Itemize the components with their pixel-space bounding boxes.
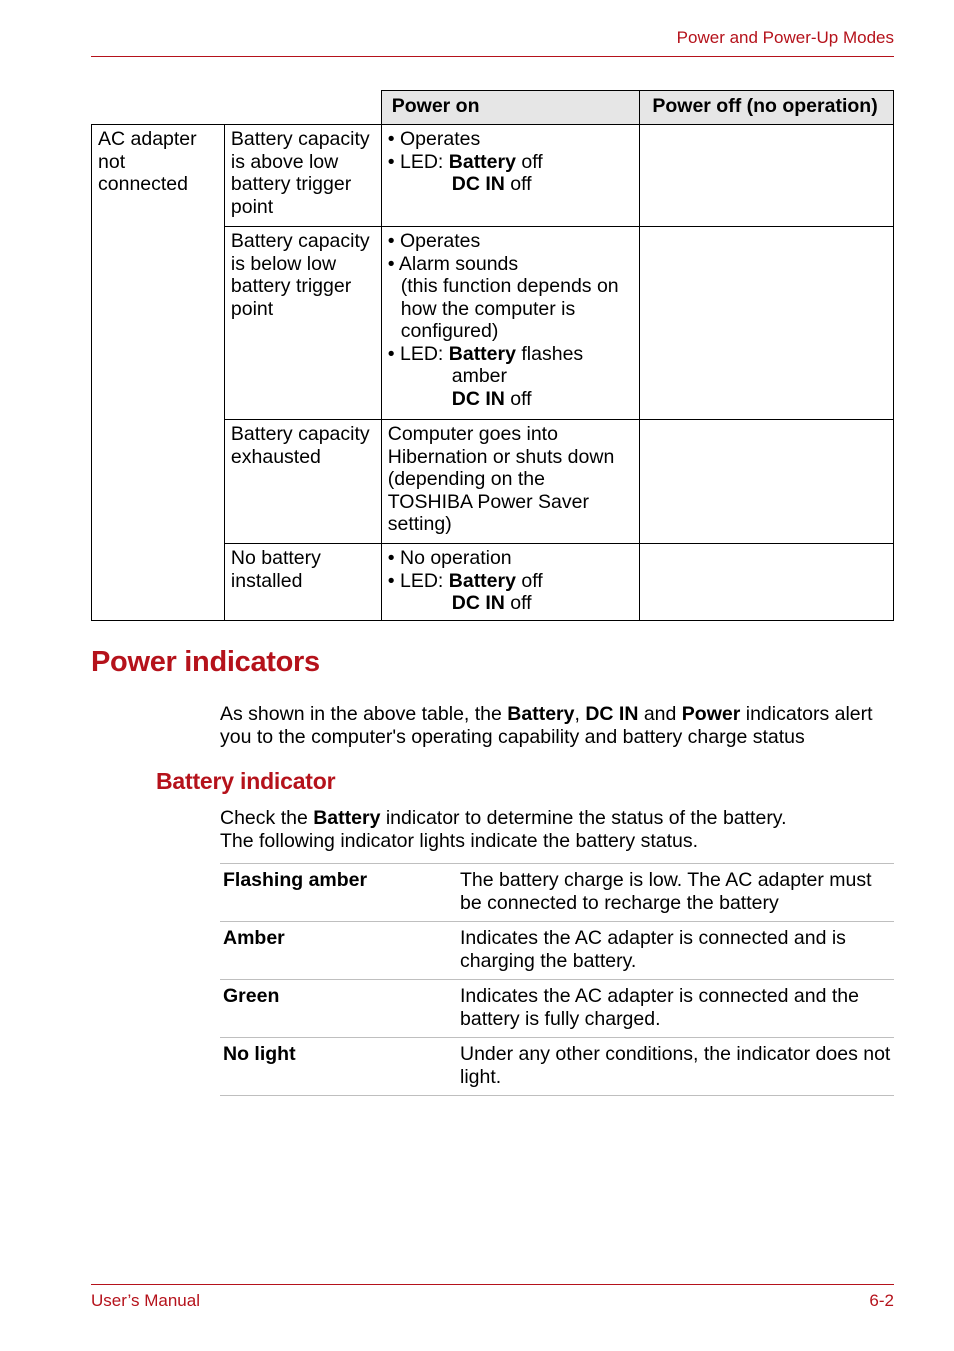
power-on-line: • No operation bbox=[387, 547, 512, 569]
power-off-cell bbox=[640, 544, 894, 621]
footer-manual-title: User’s Manual bbox=[91, 1291, 200, 1310]
table-row bbox=[220, 922, 894, 980]
header-rule bbox=[91, 56, 894, 57]
power-on-cell bbox=[381, 227, 640, 420]
power-on-line: • Operates bbox=[387, 230, 481, 252]
indicator-description: Indicates the AC adapter is connected and the battery is fully charged. bbox=[460, 985, 859, 1030]
condition-cell: Battery capacity exhausted bbox=[224, 420, 381, 544]
header-blank-cell bbox=[92, 91, 382, 125]
running-header: Power and Power-Up Modes bbox=[676, 28, 894, 47]
intro-paragraph: As shown in the above table, the Battery, DC IN and Power indicators alert you to the computer's operating capability and battery charge status bbox=[220, 703, 873, 748]
power-on-line: • LED: Battery flashes bbox=[387, 342, 584, 365]
page-number: 6-2 bbox=[869, 1291, 894, 1310]
power-on-line: DC IN off bbox=[451, 387, 532, 410]
paragraph-line: Check the Battery indicator to determine the status of the battery. bbox=[220, 807, 787, 829]
battery-indicator-table bbox=[220, 863, 894, 1096]
indicator-state: Amber bbox=[223, 927, 285, 949]
condition-cell: Battery capacity is below low battery trigger point bbox=[224, 227, 381, 420]
power-on-line: • LED: Battery off bbox=[387, 569, 543, 592]
indicator-state: Flashing amber bbox=[223, 869, 368, 891]
power-off-cell bbox=[640, 227, 894, 420]
column-header-power-off: Power off (no operation) bbox=[640, 91, 894, 125]
column-header-power-on: Power on bbox=[381, 91, 640, 125]
indicator-state: Green bbox=[223, 985, 280, 1007]
footer-rule bbox=[91, 1284, 894, 1285]
indicator-description: The battery charge is low. The AC adapter must be connected to recharge the battery bbox=[460, 869, 872, 914]
power-on-cell bbox=[381, 125, 640, 227]
indicator-description: Under any other conditions, the indicator does not light. bbox=[460, 1043, 891, 1088]
power-on-line: DC IN off bbox=[451, 173, 532, 195]
section-title: Power indicators bbox=[91, 646, 320, 678]
group-label-cell: AC adapter not connected bbox=[92, 125, 225, 621]
indicator-description: Indicates the AC adapter is connected and is charging the battery. bbox=[460, 927, 846, 972]
condition-cell: No battery installed bbox=[224, 544, 381, 621]
battery-indicator-paragraph bbox=[220, 807, 900, 853]
table-row bbox=[220, 864, 894, 922]
paragraph-line: The following indicator lights indicate the battery status. bbox=[220, 830, 699, 852]
power-on-line: DC IN off bbox=[451, 592, 532, 614]
power-modes-table bbox=[91, 90, 894, 621]
power-on-line: • Alarm sounds bbox=[387, 252, 519, 275]
table-row bbox=[92, 125, 894, 227]
power-off-cell bbox=[640, 420, 894, 544]
power-on-line: amber bbox=[451, 365, 508, 387]
table-row bbox=[220, 980, 894, 1038]
table-header-row bbox=[92, 91, 894, 125]
power-on-cell bbox=[381, 544, 640, 621]
power-on-cell: Computer goes into Hibernation or shuts down (depending on the TOSHIBA Power Saver setting) bbox=[381, 420, 640, 544]
indicator-state: No light bbox=[223, 1043, 296, 1065]
power-on-note: (this function depends on how the computer is configured) bbox=[400, 275, 619, 342]
subsection-title: Battery indicator bbox=[156, 768, 336, 794]
power-on-line: • Operates bbox=[387, 128, 481, 150]
table-row bbox=[220, 1038, 894, 1096]
power-on-line: • LED: Battery off bbox=[387, 150, 543, 173]
power-off-cell bbox=[640, 125, 894, 227]
condition-cell: Battery capacity is above low battery trigger point bbox=[224, 125, 381, 227]
